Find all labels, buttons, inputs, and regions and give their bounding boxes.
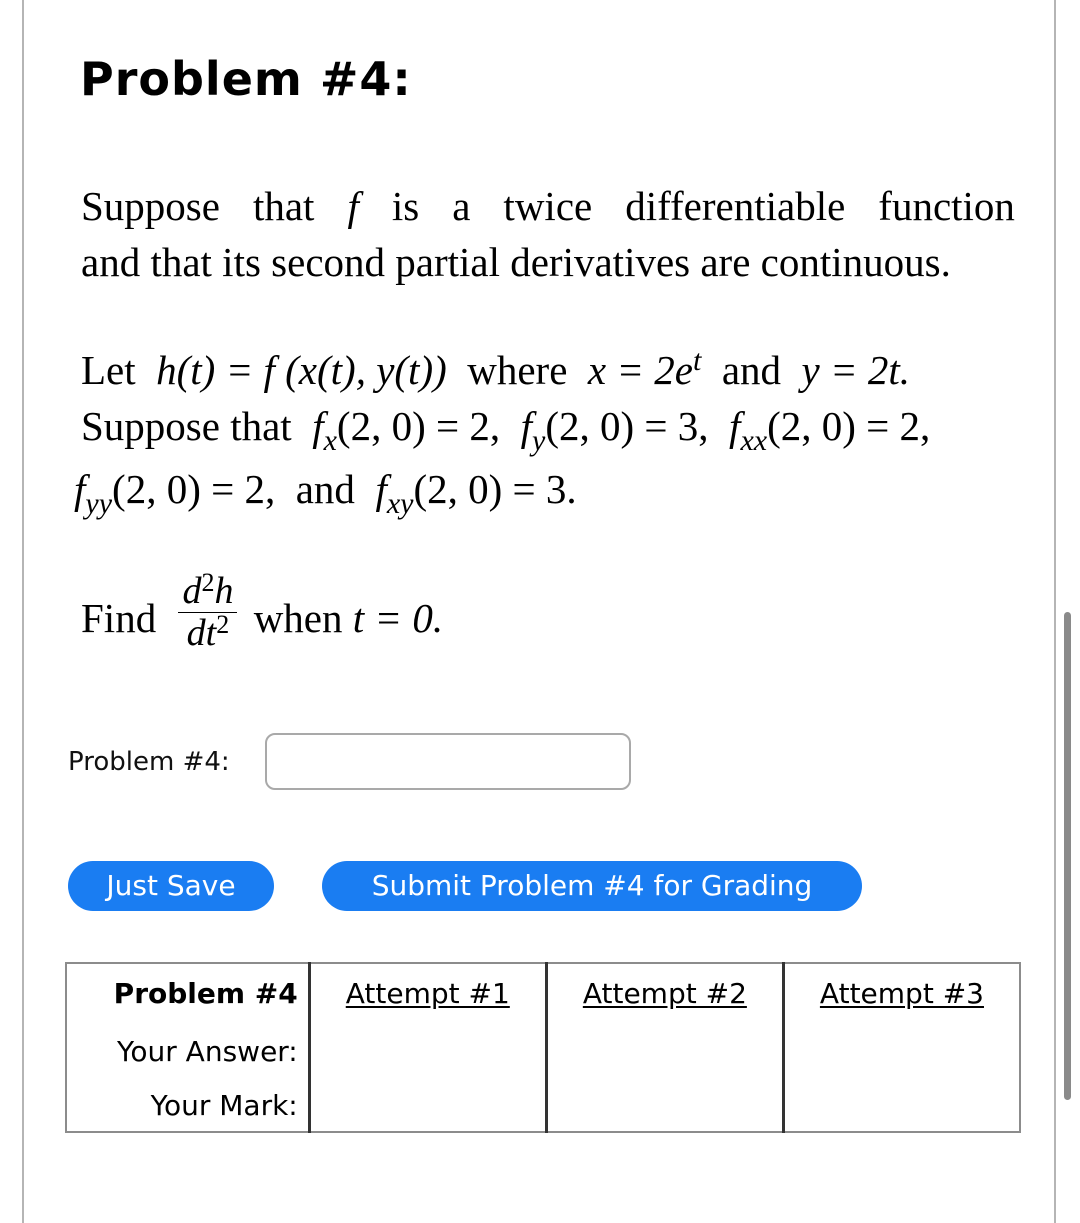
- attempt-1-answer: [309, 1022, 546, 1080]
- intro-word: is: [391, 183, 420, 229]
- suppose-word: Suppose that: [81, 403, 292, 449]
- attempt-2-answer: [546, 1022, 783, 1080]
- when-word: when: [253, 594, 343, 641]
- submit-for-grading-button[interactable]: Submit Problem #4 for Grading: [322, 861, 862, 911]
- definition-line: [81, 346, 910, 394]
- answer-label: Problem #4:: [68, 747, 230, 777]
- intro-line-2: and that its second partial derivatives are continuous.: [81, 239, 951, 285]
- intro-word-f: f: [347, 183, 359, 229]
- your-mark-row: [66, 1080, 1020, 1132]
- fxx-value: $f_{xx}(2$, 0) = 2,: [729, 403, 931, 457]
- attempt-1-cell: [309, 963, 546, 1022]
- let-word: Let: [81, 347, 136, 393]
- given-values-line-2: [74, 465, 577, 520]
- intro-word: that: [252, 183, 315, 229]
- and-word: and: [721, 347, 782, 393]
- attempt-3-link[interactable]: Attempt #3: [819, 976, 984, 1010]
- find-word: Find: [81, 594, 157, 641]
- fyy-value: $f_{yy}(2$, 0) = 2,: [74, 466, 276, 520]
- intro-word: a: [452, 183, 471, 229]
- and-word: and: [295, 466, 355, 512]
- fy-value: $f_y(2$, 0) = 3,: [520, 403, 709, 457]
- intro-word: differentiable: [625, 183, 846, 229]
- where-word: where: [467, 347, 568, 393]
- attempt-1-link[interactable]: Attempt #1: [345, 976, 510, 1010]
- problem-title: Problem #4:: [80, 52, 412, 106]
- attempt-2-link[interactable]: Attempt #2: [582, 976, 747, 1010]
- attempt-3-mark: [783, 1080, 1020, 1132]
- content-border-left: [22, 0, 24, 1223]
- attempt-2-cell: [546, 963, 783, 1022]
- attempts-table: [65, 962, 1021, 1133]
- second-derivative-fraction: $\frac{d^2h}{dt^2}$: [178, 572, 237, 653]
- content-border-right: [1054, 0, 1056, 1223]
- attempt-3-cell: [783, 963, 1020, 1022]
- y-definition: y = 2t.: [801, 347, 911, 393]
- just-save-button[interactable]: Just Save: [68, 861, 274, 911]
- attempts-header-row: [66, 963, 1020, 1022]
- your-answer-row: [66, 1022, 1020, 1080]
- attempts-problem-header: Problem #4: [66, 963, 309, 1022]
- h-definition: h(t) = f (x(t), y(t)): [156, 347, 447, 393]
- attempt-3-answer: [783, 1022, 1020, 1080]
- intro-word: twice: [503, 183, 593, 229]
- given-values-line-1: [81, 402, 931, 457]
- t-condition: t = 0.: [352, 594, 444, 641]
- your-mark-label: Your Mark:: [66, 1080, 309, 1132]
- intro-word: Suppose: [81, 183, 220, 229]
- find-line: [81, 568, 444, 663]
- x-definition: $x = 2e^t$: [587, 344, 702, 393]
- scrollbar-thumb[interactable]: [1064, 612, 1071, 1100]
- answer-input[interactable]: [265, 733, 631, 790]
- attempt-1-mark: [309, 1080, 546, 1132]
- intro-word: function: [878, 183, 1015, 229]
- your-answer-label: Your Answer:: [66, 1022, 309, 1080]
- fxy-value: $f_{xy}(2$, 0) = 3.: [375, 466, 577, 520]
- intro-line-1: [81, 178, 1015, 234]
- problem-intro: [81, 178, 1015, 290]
- fx-value: $f_x(2$, 0) = 2,: [312, 403, 501, 457]
- attempt-2-mark: [546, 1080, 783, 1132]
